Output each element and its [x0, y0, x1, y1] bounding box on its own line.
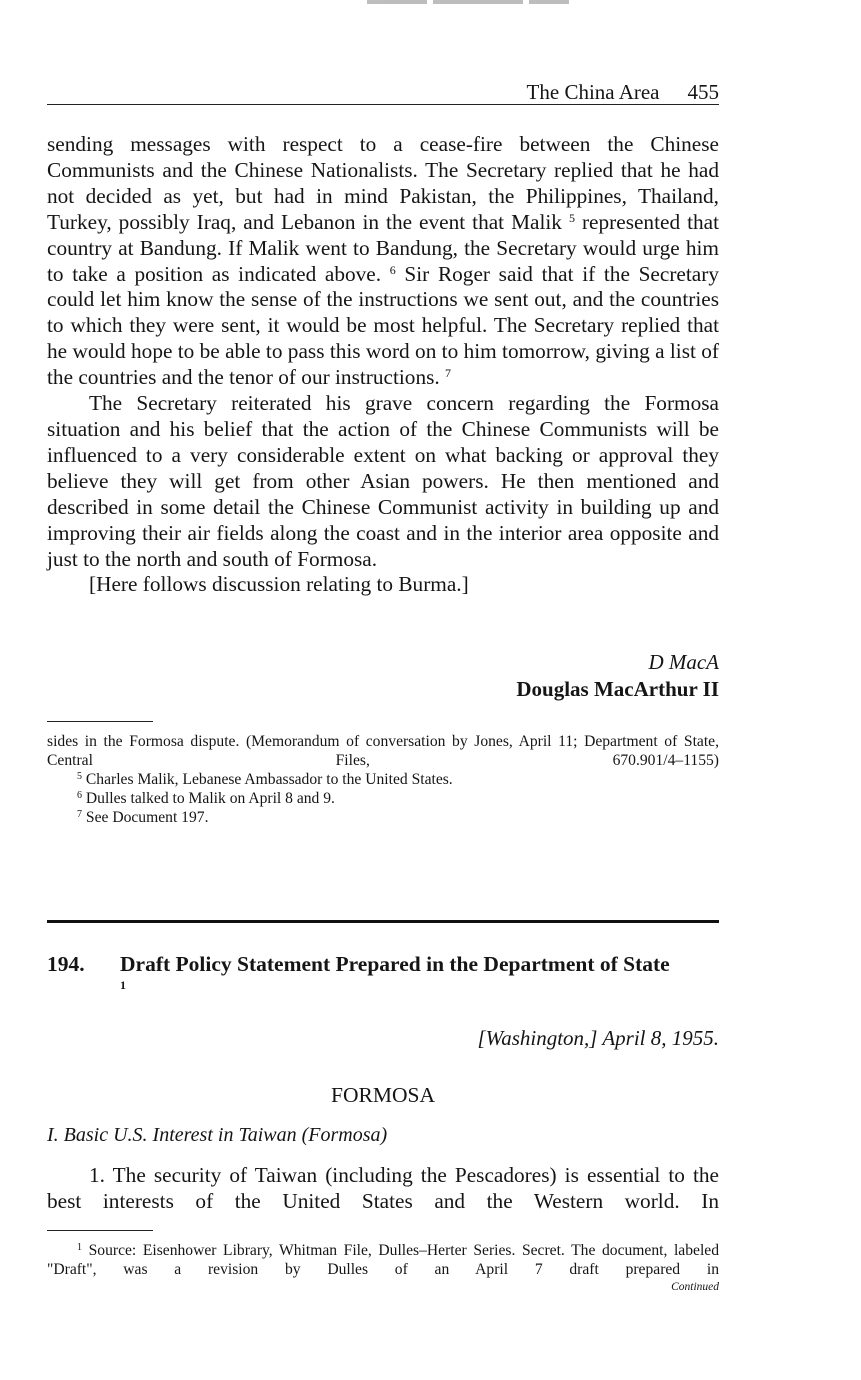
- document-title: [120, 952, 680, 1002]
- footnote-1: [47, 1241, 719, 1279]
- footnote-5-text: Charles Malik, Lebanese Ambassador to the United States.: [85, 771, 453, 788]
- footnote-5: [47, 770, 719, 789]
- footnote-5-mark: 5: [77, 771, 82, 782]
- center-heading: FORMOSA: [331, 1083, 435, 1107]
- main-text: [47, 132, 719, 598]
- footnote-rule: [47, 721, 153, 722]
- document-page: [47, 0, 719, 1380]
- running-head-title: The China Area: [526, 80, 660, 104]
- footnote-ref-6: 6: [389, 262, 396, 277]
- footnote-1-mark: 1: [77, 1242, 82, 1253]
- page-number: 455: [687, 80, 719, 104]
- section-heading: I. Basic U.S. Interest in Taiwan (Formosa): [47, 1124, 388, 1146]
- document-number: 194.: [47, 952, 85, 976]
- footnote-continuation: sides in the Formosa dispute. (Memorandum of conversation by Jones, April 11; Department of State, Central Files, 670.901/4–1155): [47, 733, 719, 769]
- cropped-top-fragment: [367, 0, 597, 4]
- numbered-paragraph-1: 1. The security of Taiwan (including the Pescadores) is essential to the best interests of the United States and the Western world. In: [47, 1163, 719, 1213]
- footnote-1-text: Source: Eisenhower Library, Whitman File, Dulles–Herter Series. Secret. The document, labeled "Draft", was a revision by Dulles of an April 7 draft prepared in: [47, 1242, 719, 1278]
- dateline: [Washington,] April 8, 1955.: [477, 1026, 719, 1050]
- footnote-6-mark: 6: [77, 790, 82, 801]
- signature-initials: D MacA: [648, 650, 719, 674]
- footnote-7-text: See Document 197.: [85, 809, 209, 826]
- footnote-7-mark: 7: [77, 809, 82, 820]
- footnote-ref-1: 1: [120, 978, 126, 992]
- footnote-7: [47, 808, 719, 827]
- paragraph-1-text: sending messages with respect to a cease-fire between the Chinese Communists and the Chinese Nationalists. The Secretary replied that he had not decided as yet, but had in mind Pakistan, the Philippines, Thailand, Turkey, possibly Iraq, and Lebanon in the event that Malik: [47, 132, 719, 234]
- footnote-ref-7: 7: [445, 366, 452, 381]
- paragraph-3: [Here follows discussion relating to Burma.]: [89, 572, 469, 597]
- footnote-6-text: Dulles talked to Malik on April 8 and 9.: [85, 790, 335, 807]
- footnotes-top: [47, 732, 719, 827]
- running-head: [47, 80, 719, 105]
- paragraph-1: [47, 132, 719, 391]
- footnote-rule-bottom: [47, 1230, 153, 1231]
- footnote-ref-5: 5: [568, 210, 575, 225]
- footnote-6: [47, 789, 719, 808]
- paragraph-2: The Secretary reiterated his grave concern regarding the Formosa situation and his belief that the action of the Chinese Communists will be influenced to a very considerable extent on what backing or approval they believe they will get from other Asian powers. He then mentioned and described in some detail the Chinese Communist activity in building up and improving their air fields along the coast and in the interior area opposite and just to the north and south of Formosa.: [47, 391, 719, 571]
- document-title-text: Draft Policy Statement Prepared in the Department of State: [120, 952, 670, 976]
- footnotes-bottom: [47, 1241, 719, 1279]
- paragraph-1-text-c: Sir Roger said that if the Secretary could let him know the sense of the instructions we sent out, and the countries to which they were sent, it would be most helpful. The Secretary replied that he would hope to be able to pass this word on to him tomorrow, giving a list of the countries and the tenor of our instructions.: [47, 261, 719, 390]
- continued-label: Continued: [671, 1281, 719, 1293]
- signature-name: Douglas MacArthur II: [516, 677, 719, 701]
- paragraph-1-text-b: represented that country at Bandung. If Malik went to Bandung, the Secretary would urge him to take a position as indicated above.: [47, 209, 720, 286]
- section-divider: [47, 920, 719, 923]
